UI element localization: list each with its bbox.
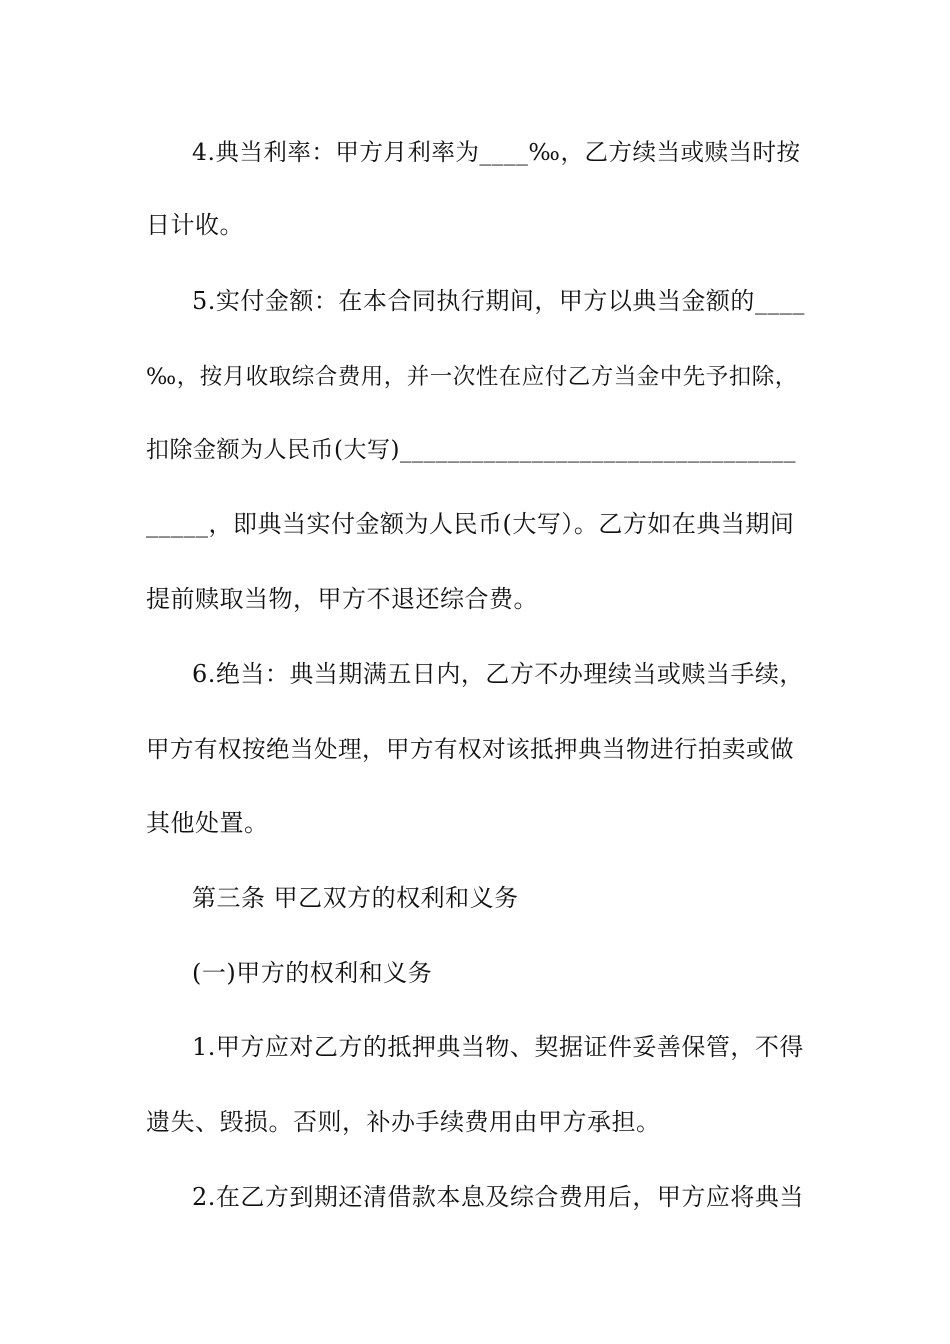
- paragraph-line: 日计收。: [146, 211, 244, 239]
- subsection-heading: (一)甲方的权利和义务: [192, 959, 433, 987]
- paragraph-line: 6.绝当：典当期满五日内，乙方不办理续当或赎当手续，: [192, 660, 804, 688]
- paragraph-line: _____，即典当实付金额为人民币(大写）。乙方如在典当期间: [146, 510, 795, 538]
- paragraph-line: 甲方有权按绝当处理，甲方有权对该抵押典当物进行拍卖或做: [146, 735, 794, 763]
- paragraph-line: 1.甲方应对乙方的抵押典当物、契据证件妥善保管，不得: [192, 1033, 804, 1061]
- paragraph-line: 5.实付金额：在本合同执行期间，甲方以典当金额的____: [192, 287, 805, 315]
- paragraph-line: 其他处置。: [146, 809, 269, 837]
- paragraph-line: 4.典当利率：甲方月利率为____‰，乙方续当或赎当时按: [192, 138, 801, 166]
- section-heading: 第三条 甲乙双方的权利和义务: [192, 884, 519, 912]
- paragraph-line: 2.在乙方到期还清借款本息及综合费用后，甲方应将典当: [192, 1183, 804, 1211]
- paragraph-line: 遗失、毁损。否则，补办手续费用由甲方承担。: [146, 1108, 661, 1136]
- paragraph-line: 扣除金额为人民币(大写)_________________________________: [146, 437, 796, 463]
- paragraph-line: 提前赎取当物，甲方不退还综合费。: [146, 585, 538, 613]
- paragraph-line: ‰，按月收取综合费用，并一次性在应付乙方当金中先予扣除，: [146, 364, 798, 390]
